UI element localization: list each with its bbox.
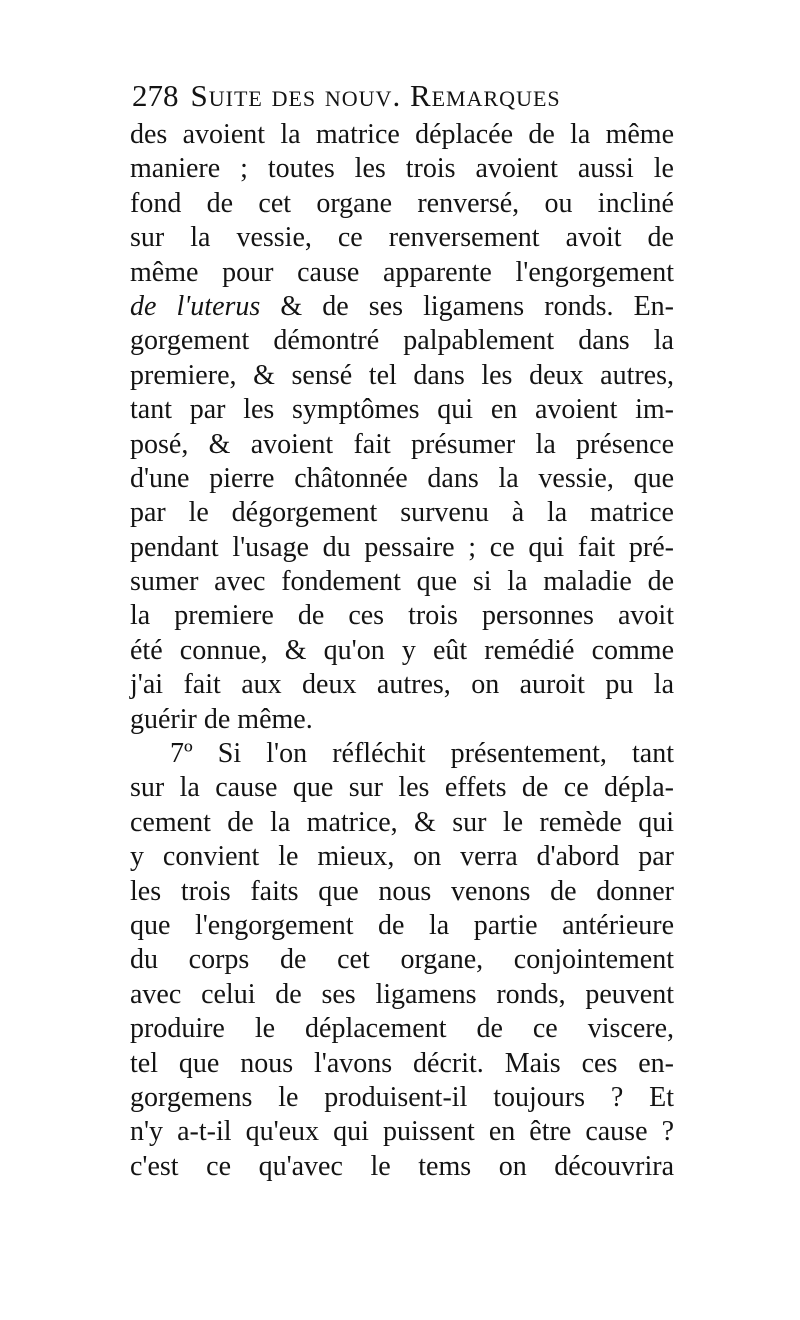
text-line: la premiere de ces trois personnes avoit [130,600,674,632]
text-line: sumer avec fondement que si la maladie de [130,566,674,598]
text-line: guérir de même. [130,703,313,735]
text-line: cement de la matrice, & sur le remède qui [130,806,674,838]
text-line: n'y a-t-il qu'eux qui puissent en être cause ? [130,1116,674,1148]
text-line: maniere ; toutes les trois avoient aussi le [130,153,674,185]
text-line: gorgement démontré palpablement dans la [130,325,674,357]
text-line: même pour cause apparente l'engorgement [130,256,674,288]
text-line: j'ai fait aux deux autres, on auroit pu la [130,669,674,701]
text-line: produire le déplacement de ce viscere, [130,1013,674,1045]
italic-term: de l'uterus [130,290,261,322]
text-line: 7º Si l'on réfléchit présentement, tant [170,738,674,770]
text-line: gorgemens le produisent-il toujours ? Et [130,1081,674,1113]
text-line: sur la cause que sur les effets de ce dépla- [130,772,674,804]
running-title: Suite des nouv. Remarques [190,78,561,113]
text-line: pendant l'usage du pessaire ; ce qui fait pré- [130,531,674,563]
text-line: de l'uterus & de ses ligamens ronds. En- [130,290,674,322]
text-line: posé, & avoient fait présumer la présence [130,428,674,460]
text-line: que l'engorgement de la partie antérieure [130,909,674,941]
text-line: d'une pierre châtonnée dans la vessie, que [130,462,674,494]
text-line: par le dégorgement survenu à la matrice [130,497,674,529]
page-number: 278 [132,78,179,113]
text-line: c'est ce qu'avec le tems on découvrira [130,1150,674,1182]
text-line: des avoient la matrice déplacée de la même [130,119,674,150]
text-line: premiere, & sensé tel dans les deux autres, [130,359,674,391]
text-line: du corps de cet organe, conjointement [130,944,674,976]
text-line: avec celui de ses ligamens ronds, peuvent [130,978,674,1010]
page-header [132,74,692,118]
text-line: y convient le mieux, on verra d'abord par [130,841,674,873]
text-line: les trois faits que nous venons de donner [130,875,674,907]
text-line: tel que nous l'avons décrit. Mais ces en- [130,1047,674,1079]
text-line: tant par les symptômes qui en avoient im- [130,394,674,426]
body-text [130,118,674,1184]
text-line: sur la vessie, ce renversement avoit de [130,222,674,254]
text-line: fond de cet organe renversé, ou incliné [130,187,674,219]
text-line: été connue, & qu'on y eût remédié comme [130,634,674,666]
